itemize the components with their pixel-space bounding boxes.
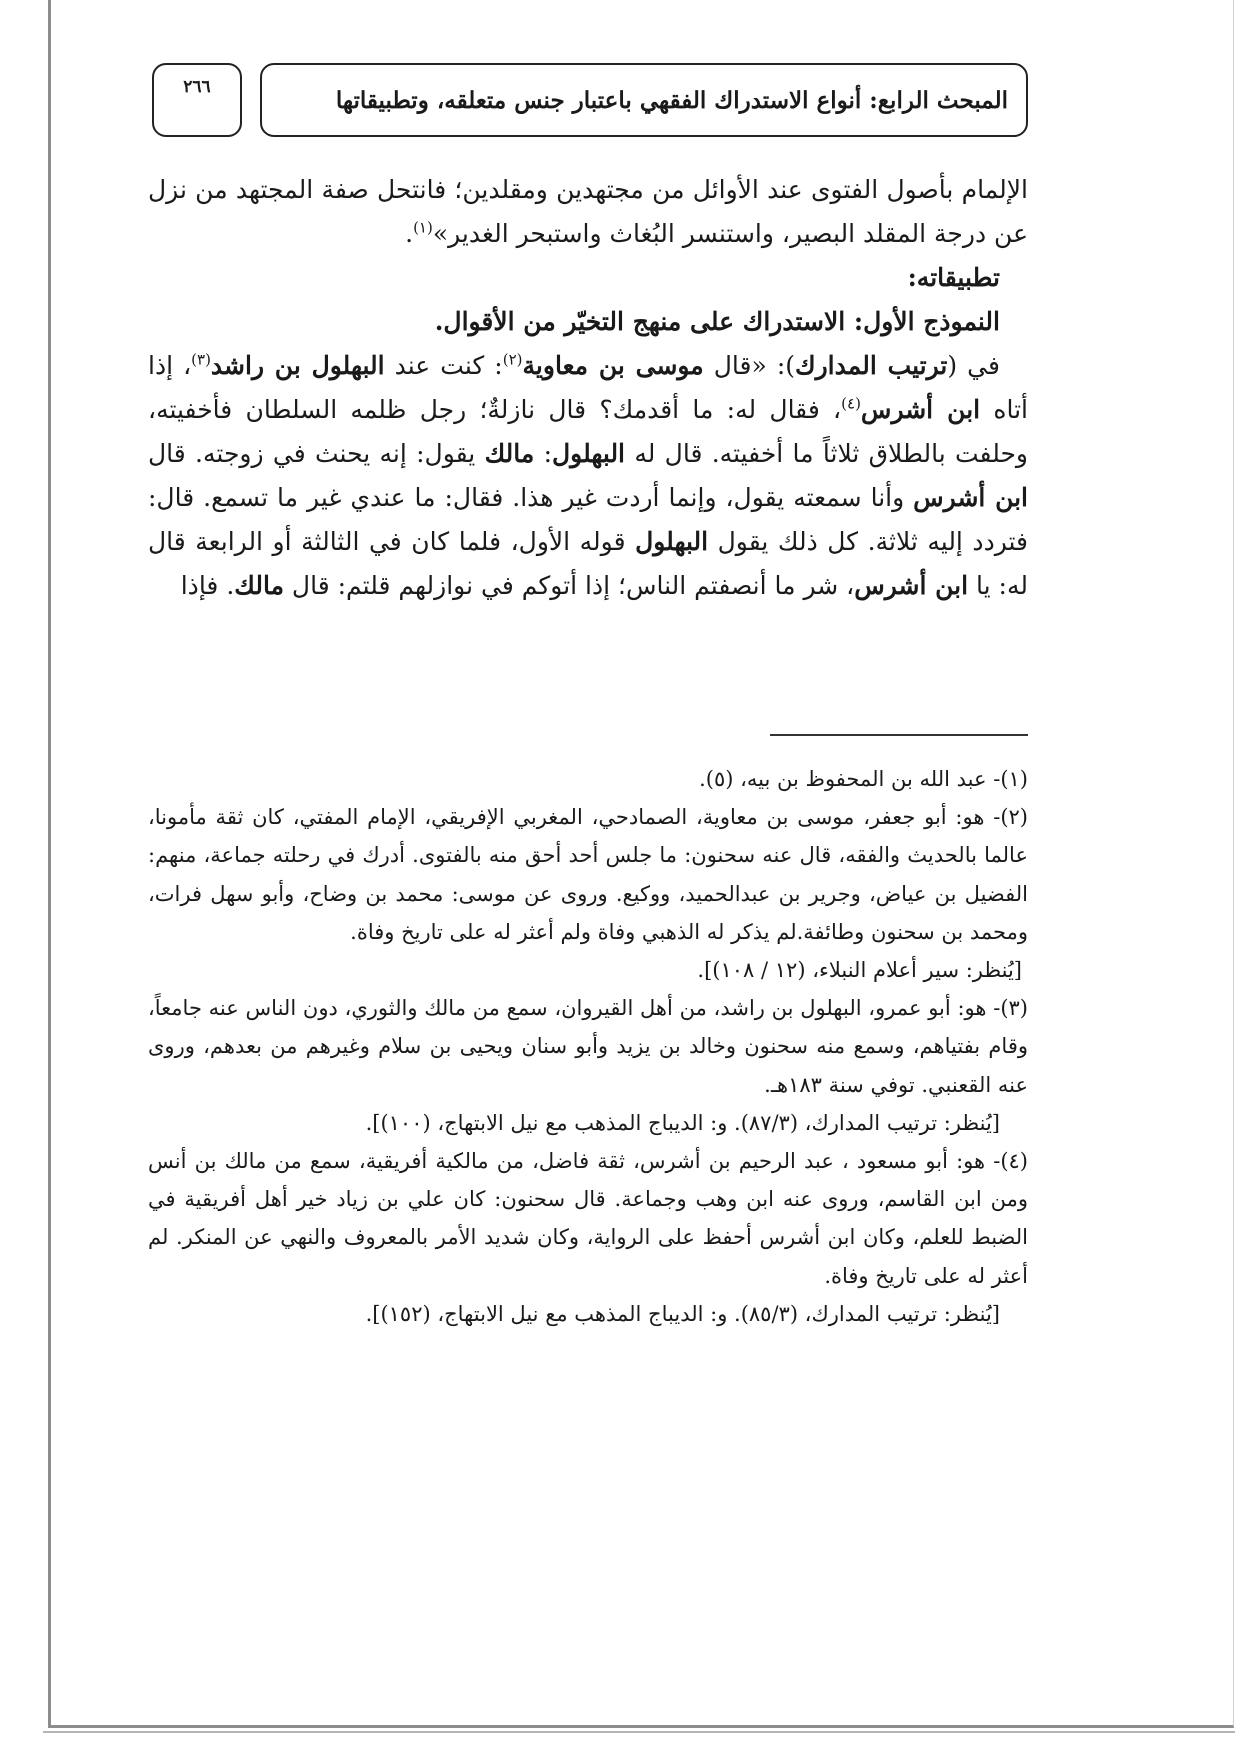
example-title: النموذج الأول: الاستدراك على منهج التخيّر من الأقوال. <box>434 307 1000 336</box>
book-title-tartib: ترتيب المدارك <box>795 351 948 380</box>
header-title-text: المبحث الرابع: أنواع الاستدراك الفقهي باعتبار جنس متعلقه، وتطبيقاتها <box>335 86 1008 114</box>
name-malik: مالك <box>484 439 535 468</box>
p2-text-5: ، فقال له: ما أقدمك؟ قال نازلةٌ؛ رجل ظلمه السلطان فأخفيته، وحلفت بالطلاق ثلاثاً ما أخفيته. قال له <box>148 395 1028 468</box>
p2-text-8: وأنا سمعته يقول، وإنما أردت غير هذا. فقال: ما عندي غير ما تسمع. قال: فتردد إليه ثلاثة. كل ذلك يقول <box>148 483 1028 556</box>
paragraph-1-end: . <box>405 219 414 248</box>
footnotes <box>148 760 1028 1333</box>
footnote-2: (٢)- هو: أبو جعفر، موسى بن معاوية، الصمادحي، المغربي الإفريقي، الإمام المفتي، كان ثقة مأمونا، عالما بالحديث والفقه، قال عنه سحنون: ما جلس أحد أحق منه بالفتوى. أدرك في رحلته جماعة، منهم: الفضيل بن عياض، وجرير بن عبدالحميد، ووكيع. وروى عن موسى: محمد بن وضاح، وأبو سهل فرات، ومحمد بن سحنون وطائفة.لم يذكر له الذهبي وفاة ولم أعثر له على تاريخ وفاة. <box>148 805 1028 944</box>
footnote-ref-4: (٤) <box>841 394 861 413</box>
section-heading: تطبيقاته: <box>907 263 1000 292</box>
name-ibn-ashras-3: ابن أشرس <box>854 571 969 600</box>
footnote-ref-2: (٢) <box>502 350 523 369</box>
main-text <box>148 168 1028 608</box>
name-ibn-ashras: ابن أشرس <box>860 395 981 424</box>
footnote-ref-3: (٣) <box>191 350 211 369</box>
name-malik-2: مالك <box>234 571 284 600</box>
p2-text-7: يقول: إنه يحنث في زوجته. قال <box>148 439 485 468</box>
footnote-3-reference: [يُنظر: ترتيب المدارك، (٨٧/٣). و: الديباج المذهب مع نيل الابتهاج، (١٠٠)]. <box>365 1110 1000 1135</box>
running-header-title <box>260 63 1028 137</box>
footnote-4-reference: [يُنظر: ترتيب المدارك، (٨٥/٣). و: الديباج المذهب مع نيل الابتهاج، (١٥٢)]. <box>365 1301 1000 1326</box>
page-number: ٢٦٦ <box>183 77 211 97</box>
paragraph-1 <box>148 168 1028 256</box>
footnote-3: (٣)- هو: أبو عمرو، البهلول بن راشد، من أهل القيروان، سمع من مالك والثوري، دون الناس عنه جامعاً، وقام بفتياهم، وسمع منه سحنون وخالد بن يزيد وأبو سنان ويحيى بن سلام وغيرهم من بعدهم، وروى عنه القعنبي. توفي سنة ١٨٣هـ. <box>148 996 1028 1097</box>
p2-text-9: قوله الأول، فلما كان في الثالثة أو الرابعة قال له: يا <box>148 527 1028 600</box>
p2-text-1: في ( <box>947 351 1000 380</box>
name-bahlul: البهلول بن راشد <box>210 351 385 380</box>
name-bahlul-3: البهلول <box>635 527 709 556</box>
p2-text-10: ، شر ما أنصفتم الناس؛ إذا أتوكم في نوازلهم قلتم: قال <box>283 571 855 600</box>
p2-text-11: . فإذا <box>180 571 235 600</box>
p2-text-2: ): «قال <box>703 351 795 380</box>
name-musa: موسى بن معاوية <box>522 351 704 380</box>
p2-text-6: : <box>534 439 553 468</box>
footnote-2-reference: [يُنظر: سير أعلام النبلاء، (١٢ / ١٠٨)]. <box>697 958 1022 983</box>
footnote-separator <box>770 734 1028 736</box>
footnote-1: (١)- عبد الله بن المحفوظ بن بيه، (٥). <box>699 767 1028 791</box>
page-number-box <box>152 63 242 137</box>
name-bahlul-2: البهلول <box>552 439 626 468</box>
footnote-ref-1: (١) <box>413 218 433 237</box>
name-ibn-ashras-2: ابن أشرس <box>913 483 1029 512</box>
paragraph-2 <box>148 344 1028 608</box>
footnote-4: (٤)- هو: أبو مسعود ، عبد الرحيم بن أشرس، ثقة فاضل، من مالكية أفريقية، سمع من مالك بن أنس ومن ابن القاسم، وروى عنه ابن وهب وجماعة. قال سحنون: كان علي بن زياد خير أهل أفريقية في الضبط للعلم، وكان ابن أشرس أحفظ على الرواية، وكان شديد الأمر بالمعروف والنهي عن المنكر. لم أعثر له على تاريخ وفاة. <box>148 1149 1028 1288</box>
p2-text-4: ، إذا أتاه <box>148 351 1029 424</box>
paragraph-1-text: الإلمام بأصول الفتوى عند الأوائل من مجتهدين ومقلدين؛ فانتحل صفة المجتهد من نزل عن درجة المقلد البصير، واستنسر البُغاث واستبحر الغدير» <box>148 175 1028 248</box>
p2-text-3: : كنت عند <box>384 351 503 380</box>
